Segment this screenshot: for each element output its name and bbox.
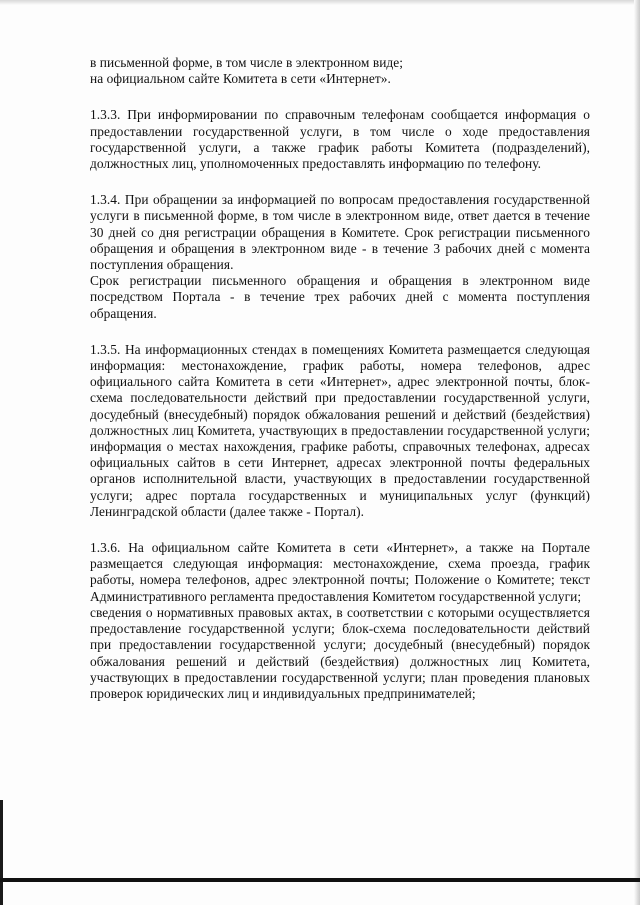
scan-edge-top [0, 0, 640, 5]
scan-edge-right [634, 0, 640, 905]
document-body [90, 55, 590, 702]
section-paragraph: 1.3.4. При обращении за информацией по вопросам предоставления государственной услуги в письменной форме, в том числе в электронном виде, ответ дается в течение 30 дней со дня регистрации обращения в Комитете. Срок регистрации письменного обращения и обращения в электронном виде - в течение 3 рабочих дней с момента поступления обращения. [90, 192, 590, 273]
intro-line: в письменной форме, в том числе в электронном виде; [90, 55, 404, 70]
scan-edge-left [0, 800, 3, 905]
intro-block [90, 55, 590, 87]
section-paragraph: 1.3.5. На информационных стендах в помещениях Комитета размещается следующая информация: местонахождение, график работы, номера телефонов, адрес официального сайта Комитета в сети «Интернет», адрес электронной почты, блок-схема последовательности действий при предоставлении государственной услуги, досудебный (внесудебный) порядок обжалования решений и действий (бездействия) должностных лиц Комитета, участвующих в предоставлении государственной услуги; информация о местах нахождения, графике работы, справочных телефонах, адресах официальных сайтов в сети Интернет, адресах электронной почты федеральных органов исполнительной власти, участвующих в предоставлении государственной услуги; адрес портала государственных и муниципальных услуг (функций) Ленинградской области (далее также - Портал). [90, 341, 590, 519]
section-paragraph: Срок регистрации письменного обращения и обращения в электронном виде посредством Портала - в течение трех рабочих дней с момента поступления обращения. [90, 273, 590, 321]
section-paragraph: 1.3.6. На официальном сайте Комитета в сети «Интернет», а также на Портале размещается следующая информация: местонахождение, схема проезда, график работы, номера телефонов, адрес электронной почты; Положение о Комитете; текст Административного регламента предоставления Комитетом государственной услуги; [90, 540, 590, 604]
section-1-3-6 [90, 540, 590, 702]
page-bottom-rule [0, 878, 640, 882]
section-paragraph: сведения о нормативных правовых актах, в соответствии с которыми осуществляется предоставление государственной услуги; блок-схема последовательности действий при предоставлении государственной услуги; досудебный (внесудебный) порядок обжалования решений и действий (бездействия) должностных лиц Комитета, участвующих в предоставлении государственной услуги; план проведения плановых проверок юридических лиц и индивидуальных предпринимателей; [90, 604, 590, 701]
section-1-3-5 [90, 342, 590, 520]
section-1-3-3 [90, 107, 590, 172]
section-1-3-4 [90, 192, 590, 322]
section-paragraph: 1.3.3. При информировании по справочным телефонам сообщается информация о предоставлении государственной услуги, в том числе о ходе предоставления государственной услуги, а также график работы Комитета (подразделений), должностных лиц, уполномоченных предоставлять информацию по телефону. [90, 107, 590, 172]
intro-line: на официальном сайте Комитета в сети «Интернет». [90, 71, 391, 87]
